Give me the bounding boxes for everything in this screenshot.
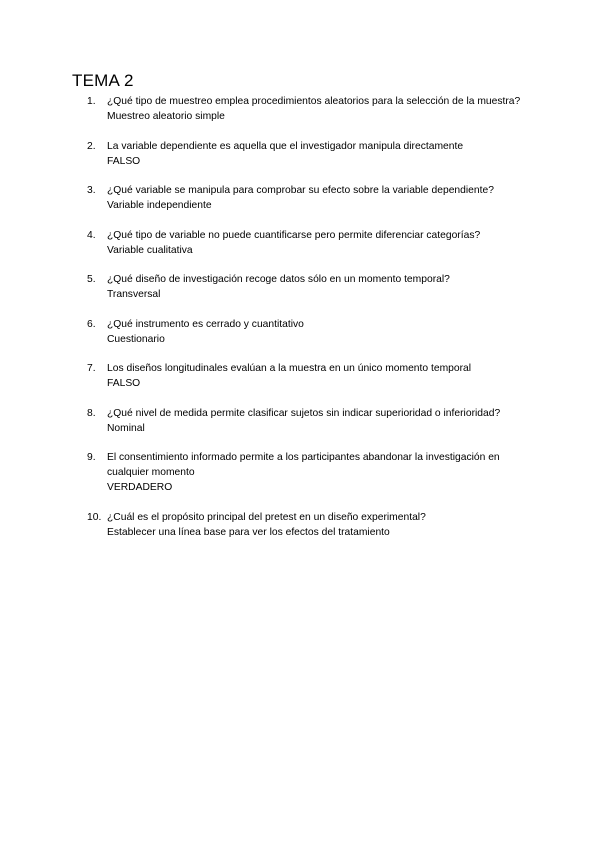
question-item-3 [72,183,542,213]
question-number: 10. [87,511,102,523]
question-item-2 [72,139,542,169]
question-item-4 [72,228,542,258]
answer-text: Transversal [107,289,161,300]
question-item-6 [72,317,542,347]
answer-text: FALSO [107,378,141,389]
question-list [72,94,542,554]
question-text: Los diseños longitudinales evalúan a la muestra en un único momento temporal [107,363,472,374]
question-text: La variable dependiente es aquella que el investigador manipula directamente [107,140,464,152]
answer-text: FALSO [107,155,141,167]
answer-text: Cuestionario [107,333,165,345]
question-number: 2. [87,140,96,152]
question-number: 8. [87,407,96,419]
question-item-5 [72,272,542,302]
question-item-8 [72,406,542,436]
question-item-1 [72,94,542,124]
answer-text: Variable cualitativa [107,244,193,256]
question-item-9 [72,450,542,495]
question-number: 6. [87,318,96,330]
answer-text: Establecer una línea base para ver los efectos del tratamiento [107,526,390,538]
document-title: TEMA 2 [72,71,134,90]
question-text: El consentimiento informado permite a los participantes abandonar la investigación en cualquier momento [107,452,500,478]
question-number: 7. [87,363,96,374]
question-number: 3. [87,185,96,196]
question-item-7 [72,361,542,391]
answer-text: Variable independiente [107,200,212,211]
answer-text: VERDADERO [107,482,173,493]
answer-text: Nominal [107,422,145,434]
question-text: ¿Qué tipo de variable no puede cuantificarse pero permite diferenciar categorías? [107,229,481,241]
question-text: ¿Qué tipo de muestreo emplea procedimientos aleatorios para la selección de la muestra? [107,96,521,107]
question-number: 5. [87,274,96,285]
question-item-10 [72,510,542,540]
question-text: ¿Qué variable se manipula para comprobar su efecto sobre la variable dependiente? [107,185,494,196]
answer-text: Muestreo aleatorio simple [107,111,225,122]
question-text: ¿Cuál es el propósito principal del pretest en un diseño experimental? [107,511,426,523]
question-text: ¿Qué nivel de medida permite clasificar sujetos sin indicar superioridad o inferioridad? [107,407,501,419]
question-number: 9. [87,452,96,463]
question-text: ¿Qué instrumento es cerrado y cuantitativo [107,318,304,330]
question-number: 1. [87,96,96,107]
question-number: 4. [87,229,96,241]
question-text: ¿Qué diseño de investigación recoge datos sólo en un momento temporal? [107,274,450,285]
